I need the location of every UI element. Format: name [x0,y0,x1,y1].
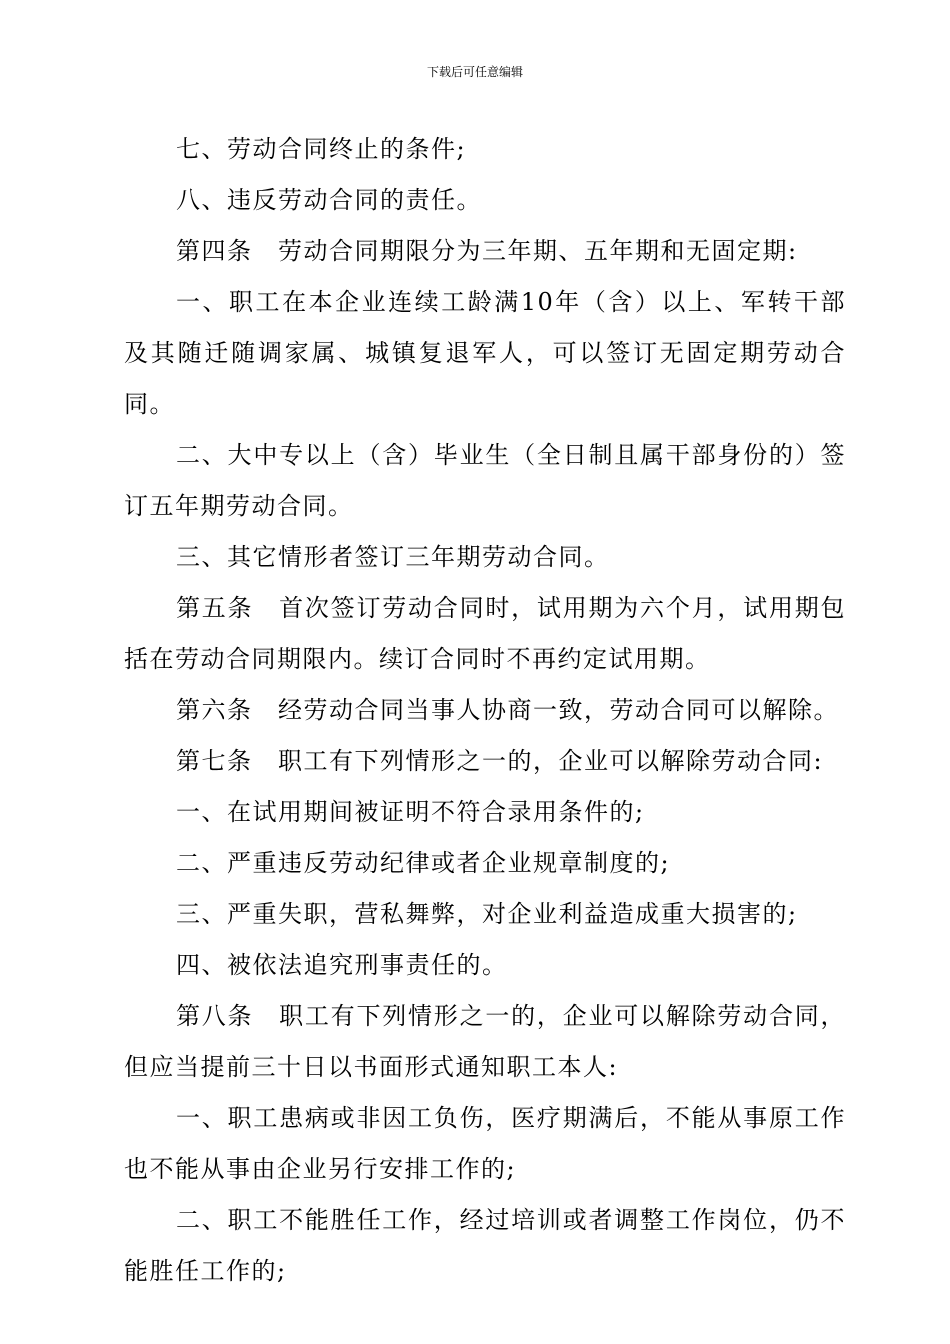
paragraph: 三、严重失职，营私舞弊，对企业利益造成重大损害的; [176,900,798,928]
paragraph: 第四条 劳动合同期限分为三年期、五年期和无固定期: [176,237,798,265]
paragraph: 一、在试用期间被证明不符合录用条件的; [176,798,645,826]
paragraph: 二、大中专以上（含）毕业生（全日制且属干部身份的）签订五年期劳动合同。 [124,441,846,520]
paragraph: 第八条 职工有下列情形之一的，企业可以解除劳动合同，但应当提前三十日以书面形式通知职工本人: [124,1002,846,1081]
document-body [124,124,846,1297]
paragraph: 二、严重违反劳动纪律或者企业规章制度的; [176,849,671,877]
paragraph: 第六条 经劳动合同当事人协商一致，劳动合同可以解除。 [176,696,839,724]
page-header-note: 下载后可任意编辑 [426,65,523,79]
paragraph: 一、职工患病或非因工负伤，医疗期满后，不能从事原工作也不能从事由企业另行安排工作的; [124,1104,846,1183]
paragraph: 二、职工不能胜任工作，经过培训或者调整工作岗位，仍不能胜任工作的; [124,1206,846,1285]
paragraph: 第七条 职工有下列情形之一的，企业可以解除劳动合同: [176,747,824,775]
paragraph: 四、被依法追究刑事责任的。 [176,951,508,979]
paragraph: 三、其它情形者签订三年期劳动合同。 [176,543,610,571]
paragraph: 七、劳动合同终止的条件; [176,135,467,163]
paragraph: 第五条 首次签订劳动合同时，试用期为六个月，试用期包括在劳动合同期限内。续订合同时不再约定试用期。 [124,594,846,673]
paragraph: 八、违反劳动合同的责任。 [176,186,482,214]
paragraph: 一、职工在本企业连续工龄满10年（含）以上、军转干部及其随迁随调家属、城镇复退军人，可以签订无固定期劳动合同。 [124,288,846,418]
